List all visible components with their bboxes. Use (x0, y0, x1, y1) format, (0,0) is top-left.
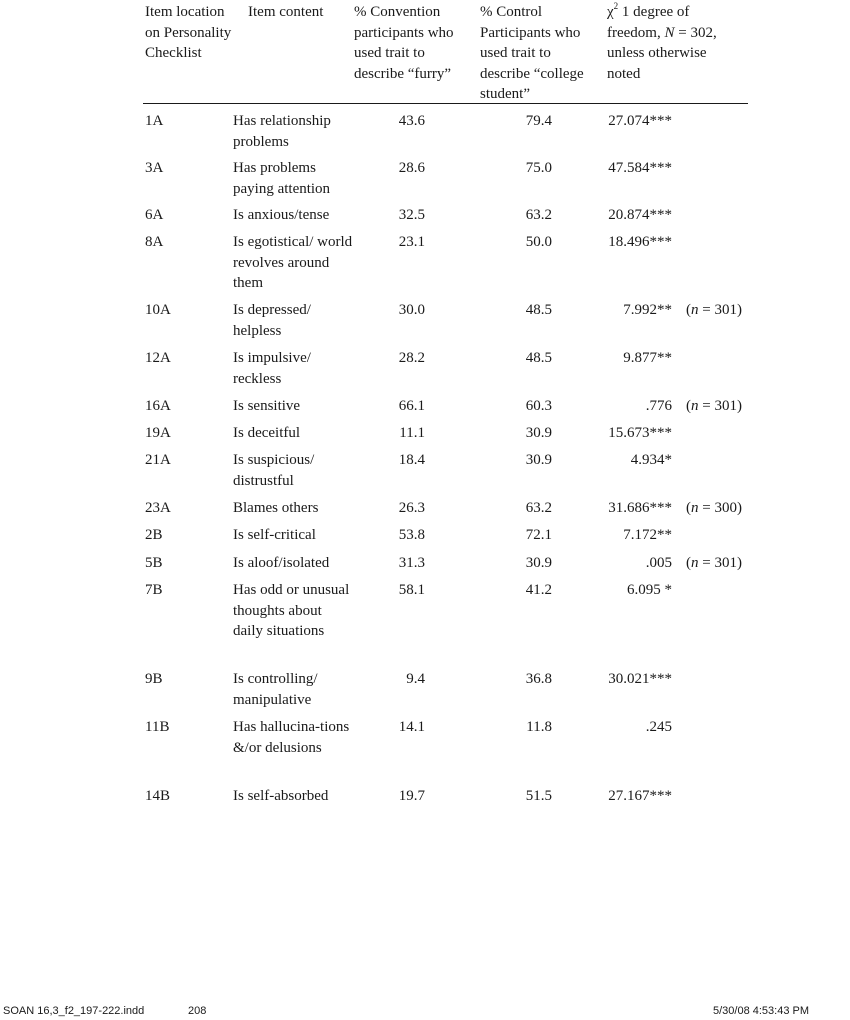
header-control-percent: % Control Participants who used trait to describe “college student” (480, 4, 584, 102)
cell-content: Has odd or unusual thoughts about daily situations (233, 582, 350, 639)
cell-convention: 30.0 (398, 302, 425, 318)
cell-control: 63.2 (525, 500, 552, 516)
cell-chi-square: 9.877** (623, 350, 672, 366)
header-item-location: Item location on Personality Checklist (145, 4, 232, 61)
cell-content: Is self-critical (233, 527, 316, 543)
cell-location: 5B (145, 555, 163, 571)
cell-note: (n = 300) (686, 500, 742, 516)
cell-content: Blames others (233, 500, 319, 516)
cell-chi-square: 4.934* (630, 452, 672, 468)
cell-convention: 31.3 (398, 555, 425, 571)
cell-control: 36.8 (525, 671, 552, 687)
cell-chi-square: 18.496*** (608, 234, 672, 250)
cell-content: Is depressed/ helpless (233, 302, 311, 339)
cell-chi-square: 30.021*** (608, 671, 672, 687)
chi-label: 1 degree of freedom, (607, 4, 690, 41)
cell-control: 79.4 (525, 113, 552, 129)
cell-chi-square: .245 (645, 719, 672, 735)
cell-convention: 26.3 (398, 500, 425, 516)
cell-convention: 23.1 (398, 234, 425, 250)
cell-chi-square: .776 (645, 398, 672, 414)
cell-chi-square: 20.874*** (608, 207, 672, 223)
cell-control: 51.5 (525, 788, 552, 804)
cell-control: 48.5 (525, 302, 552, 318)
cell-chi-square: 31.686*** (608, 500, 672, 516)
cell-location: 23A (145, 500, 171, 516)
cell-location: 21A (145, 452, 171, 468)
chi-tail: = 302, unless otherwise noted (607, 24, 717, 82)
cell-control: 30.9 (525, 425, 552, 441)
cell-control: 63.2 (525, 207, 552, 223)
cell-convention: 18.4 (398, 452, 425, 468)
cell-control: 48.5 (525, 350, 552, 366)
cell-chi-square: 15.673*** (608, 425, 672, 441)
cell-content: Is impulsive/ reckless (233, 350, 311, 387)
cell-content: Is sensitive (233, 398, 301, 414)
chi-symbol: χ (607, 4, 614, 20)
header-item-content: Item content (248, 4, 324, 20)
cell-convention: 28.2 (398, 350, 425, 366)
cell-content: Is self-absorbed (233, 788, 329, 804)
cell-location: 16A (145, 398, 171, 414)
cell-location: 11B (145, 719, 170, 735)
cell-convention: 19.7 (398, 788, 425, 804)
chi-superscript: 2 (613, 1, 619, 11)
cell-location: 12A (145, 350, 171, 366)
cell-chi-square: 27.074*** (608, 113, 672, 129)
cell-convention: 14.1 (398, 719, 425, 735)
cell-location: 7B (145, 582, 163, 598)
cell-location: 2B (145, 527, 163, 543)
cell-location: 6A (145, 207, 164, 223)
cell-content: Is controlling/ manipulative (233, 671, 318, 708)
cell-control: 72.1 (525, 527, 552, 543)
cell-chi-square: .005 (645, 555, 672, 571)
cell-location: 9B (145, 671, 163, 687)
footer-file-name: SOAN 16,3_f2_197-222.indd (3, 1005, 145, 1017)
cell-content: Has problems paying attention (233, 160, 331, 197)
cell-content: Is deceitful (233, 425, 301, 441)
cell-convention: 66.1 (398, 398, 425, 414)
cell-note: (n = 301) (686, 302, 742, 318)
cell-location: 3A (145, 160, 164, 176)
cell-location: 14B (145, 788, 171, 804)
footer-page-number: 208 (188, 1005, 207, 1017)
cell-chi-square: 7.992** (623, 302, 672, 318)
header-chi-square (607, 2, 742, 84)
cell-control: 30.9 (525, 555, 552, 571)
cell-control: 30.9 (525, 452, 552, 468)
cell-location: 10A (145, 302, 171, 318)
cell-location: 8A (145, 234, 164, 250)
cell-content: Has hallucina-tions &/or delusions (233, 719, 350, 756)
cell-convention: 9.4 (406, 671, 425, 687)
cell-convention: 32.5 (398, 207, 425, 223)
cell-content: Is aloof/isolated (233, 555, 330, 571)
cell-note: (n = 301) (686, 555, 742, 571)
cell-content: Is anxious/tense (233, 207, 330, 223)
cell-convention: 28.6 (398, 160, 425, 176)
cell-location: 1A (145, 113, 164, 129)
cell-control: 60.3 (525, 398, 552, 414)
cell-content: Has relationship problems (233, 113, 331, 150)
cell-chi-square: 27.167*** (608, 788, 672, 804)
cell-control: 75.0 (525, 160, 552, 176)
cell-content: Is suspicious/ distrustful (233, 452, 315, 489)
cell-note: (n = 301) (686, 398, 742, 414)
cell-chi-square: 47.584*** (608, 160, 672, 176)
footer-timestamp: 5/30/08 4:53:43 PM (713, 1005, 810, 1017)
cell-convention: 43.6 (398, 113, 425, 129)
cell-convention: 58.1 (398, 582, 425, 598)
cell-convention: 11.1 (399, 425, 425, 441)
cell-control: 41.2 (525, 582, 552, 598)
header-convention-percent: % Convention participants who used trait to describe “furry” (354, 4, 454, 82)
cell-control: 11.8 (526, 719, 552, 735)
cell-convention: 53.8 (398, 527, 425, 543)
cell-content: Is egotistical/ world revolves around them (233, 234, 353, 291)
cell-location: 19A (145, 425, 171, 441)
cell-chi-square: 6.095 * (627, 582, 672, 598)
cell-control: 50.0 (525, 234, 552, 250)
chi-n-symbol: N (664, 24, 675, 41)
header-rule (143, 103, 748, 104)
cell-chi-square: 7.172** (623, 527, 672, 543)
